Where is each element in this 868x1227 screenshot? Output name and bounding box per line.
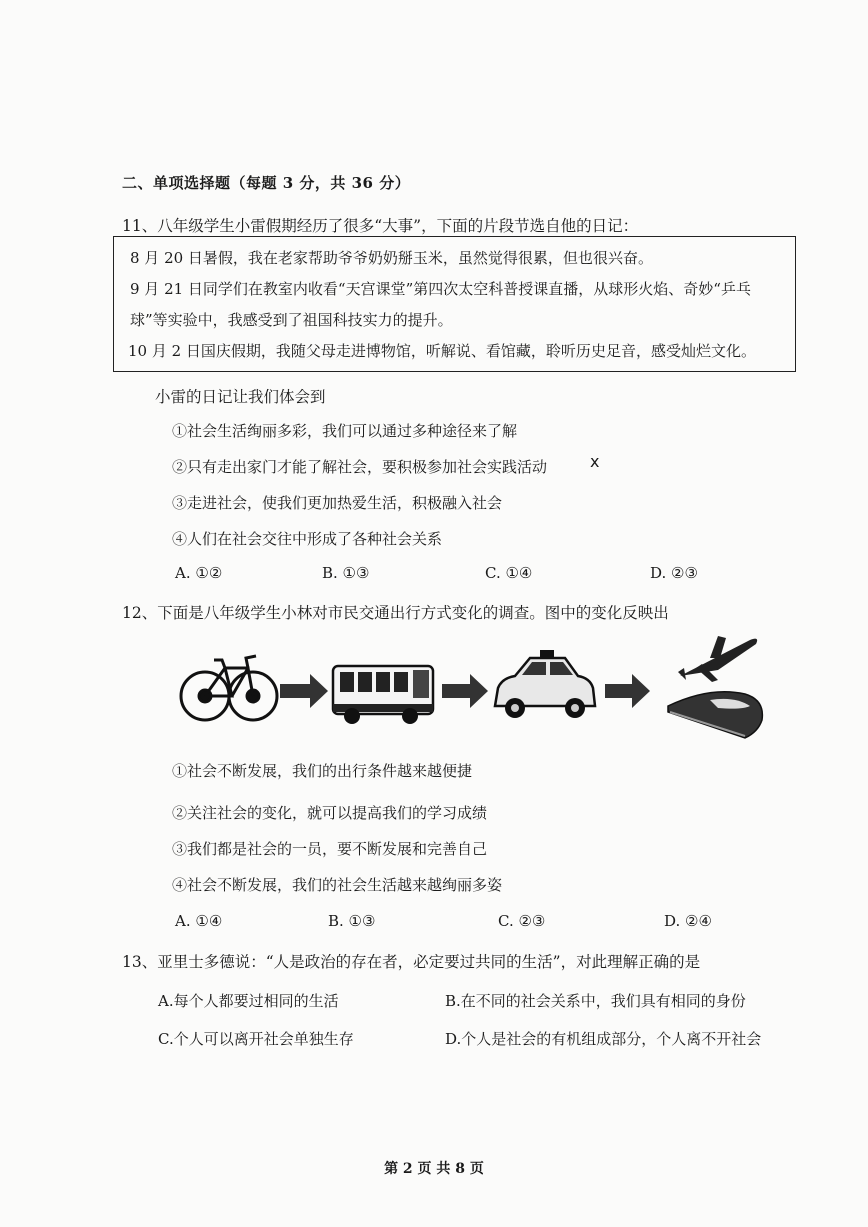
choice-b[interactable]: B. ①③ [322,564,370,582]
page-footer: 第 2 页 共 8 页 [384,1161,484,1177]
choice-a[interactable]: A. ①② [175,564,223,582]
question-13-stem: 13、亚里士多德说：“人是政治的存在者，必定要过共同的生活”，对此理解正确的是 [122,953,701,971]
choice-d[interactable]: D. ②③ [650,564,698,582]
train-icon [668,692,762,738]
airplane-icon [678,636,757,682]
statement-2: ②关注社会的变化，就可以提高我们的学习成绩 [172,804,488,822]
diary-line: 9 月 21 日同学们在教室内收看“天宫课堂”第四次太空科普授课直播，从球形火焰、奇妙“乒乓 [130,280,751,298]
statement-2: ②只有走出家门才能了解社会，要积极参加社会实践活动 [172,458,548,476]
diary-line: 8 月 20 日暑假，我在老家帮助爷爷奶奶掰玉米，虽然觉得很累，但也很兴奋。 [130,249,653,267]
arrow-icon [605,674,650,708]
statement-1: ①社会生活绚丽多彩，我们可以通过多种途径来了解 [172,422,518,440]
diary-line: 球”等实验中，我感受到了祖国科技实力的提升。 [130,311,453,329]
handwritten-mark: x [590,452,600,471]
car-icon [495,650,595,718]
choice-d[interactable]: D. ②④ [664,912,712,930]
question-12-stem: 12、下面是八年级学生小林对市民交通出行方式变化的调查。图中的变化反映出 [122,604,669,622]
choice-a[interactable]: A.每个人都要过相同的生活 [158,992,339,1010]
statement-4: ④人们在社会交往中形成了各种社会关系 [172,530,443,548]
choice-c[interactable]: C. ①④ [485,564,533,582]
choice-b[interactable]: B. ①③ [328,912,376,930]
transport-change-figure [170,628,770,748]
question-11-lead: 小雷的日记让我们体会到 [155,388,326,406]
statement-1: ①社会不断发展，我们的出行条件越来越便捷 [172,762,473,780]
bus-icon [333,666,433,724]
statement-4: ④社会不断发展，我们的社会生活越来越绚丽多姿 [172,876,503,894]
choice-b[interactable]: B.在不同的社会关系中，我们具有相同的身份 [445,992,746,1010]
section-title: 二、单项选择题（每题 3 分，共 36 分） [122,174,411,192]
bicycle-icon [181,656,277,720]
choice-d[interactable]: D.个人是社会的有机组成部分，个人离不开社会 [445,1030,762,1048]
arrow-icon [280,674,328,708]
arrow-icon [442,674,488,708]
choice-c[interactable]: C. ②③ [498,912,546,930]
diary-excerpt-box [113,236,796,372]
statement-3: ③走进社会，使我们更加热爱生活，积极融入社会 [172,494,503,512]
statement-3: ③我们都是社会的一员，要不断发展和完善自己 [172,840,488,858]
choice-c[interactable]: C.个人可以离开社会单独生存 [158,1030,354,1048]
question-11-stem: 11、八年级学生小雷假期经历了很多“大事”，下面的片段节选自他的日记： [122,217,639,235]
choice-a[interactable]: A. ①④ [175,912,223,930]
diary-line: 10 月 2 日国庆假期，我随父母走进博物馆，听解说、看馆藏，聆听历史足音，感受灿烂文化。 [128,342,756,360]
